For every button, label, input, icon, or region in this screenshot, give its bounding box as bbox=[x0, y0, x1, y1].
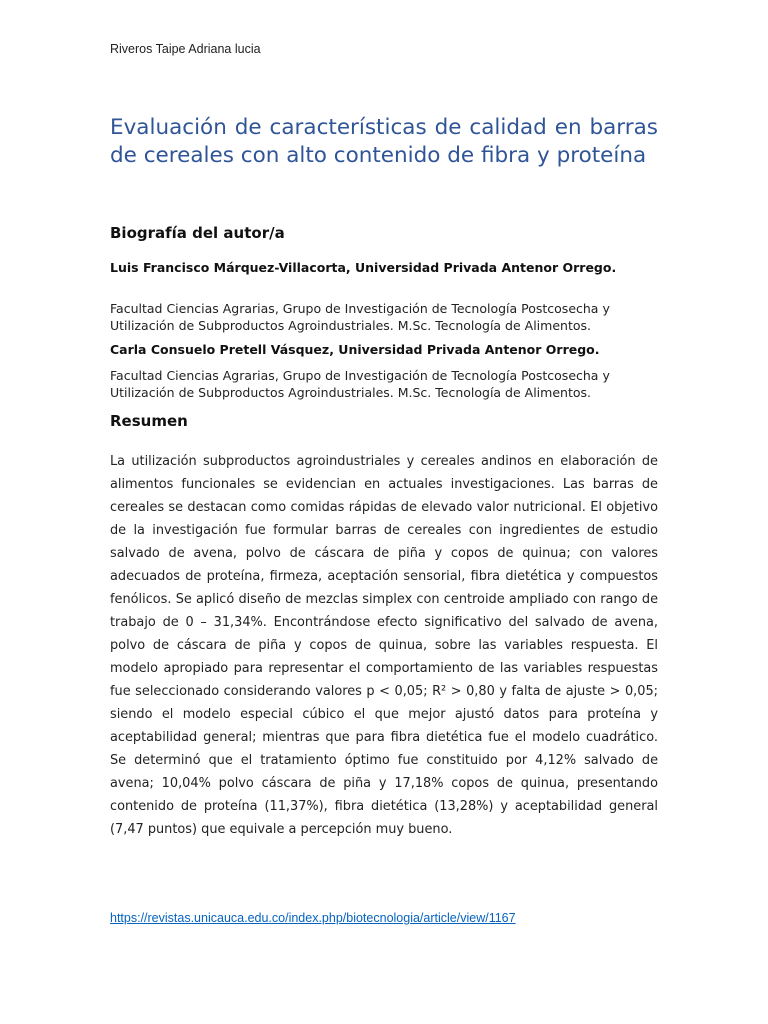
header-author: Riveros Taipe Adriana lucia bbox=[110, 42, 261, 56]
biography-heading: Biografía del autor/a bbox=[110, 224, 285, 242]
author-1-name: Luis Francisco Márquez-Villacorta, Universidad Privada Antenor Orrego. bbox=[110, 260, 617, 275]
abstract-heading: Resumen bbox=[110, 412, 188, 430]
article-link[interactable]: https://revistas.unicauca.edu.co/index.php/biotecnologia/article/view/1167 bbox=[110, 911, 516, 925]
document-title: Evaluación de características de calidad en barras de cereales con alto contenido de fibra y proteína bbox=[110, 115, 658, 168]
author-2-affiliation: Facultad Ciencias Agrarias, Grupo de Investigación de Tecnología Postcosecha y Utilización de Subproductos Agroindustriales. M.Sc. Tecnología de Alimentos. bbox=[110, 368, 610, 400]
author-1-affiliation: Facultad Ciencias Agrarias, Grupo de Investigación de Tecnología Postcosecha y Utilización de Subproductos Agroindustriales. M.Sc. Tecnología de Alimentos. bbox=[110, 301, 610, 333]
abstract-text: La utilización subproductos agroindustriales y cereales andinos en elaboración de alimentos funcionales se evidencian en actuales investigaciones. Las barras de cereales se destacan como comidas rápidas de elevado valor nutricional. El objetivo de la investigación fue formular barras de cereales con ingredientes de estudio salvado de avena, polvo de cáscara de piña y copos de quinua; con valores adecuados de proteína, firmeza, aceptación sensorial, fibra dietética y compuestos fenólicos. Se aplicó diseño de mezclas simplex con centroide ampliado con rango de trabajo de 0 – 31,34%. Encontrándose efecto significativo del salvado de avena, polvo de cáscara de piña y copos de quinua, sobre las variables respuesta. El modelo apropiado para representar el comportamiento de las variables respuestas fue seleccionado considerando valores p < 0,05; R² > 0,80 y falta de ajuste > 0,05; siendo el modelo especial cúbico el que mejor ajustó datos para proteína y aceptabilidad general; mientras que para fibra dietética fue el modelo cuadrático. Se determinó que el tratamiento óptimo fue constituido por 4,12% salvado de avena; 10,04% polvo cáscara de piña y 17,18% copos de quinua, presentando contenido de proteína (11,37%), fibra dietética (13,28%) y aceptabilidad general (7,47 puntos) que equivale a percepción muy bueno. bbox=[110, 454, 658, 837]
author-2-name: Carla Consuelo Pretell Vásquez, Universidad Privada Antenor Orrego. bbox=[110, 342, 600, 357]
